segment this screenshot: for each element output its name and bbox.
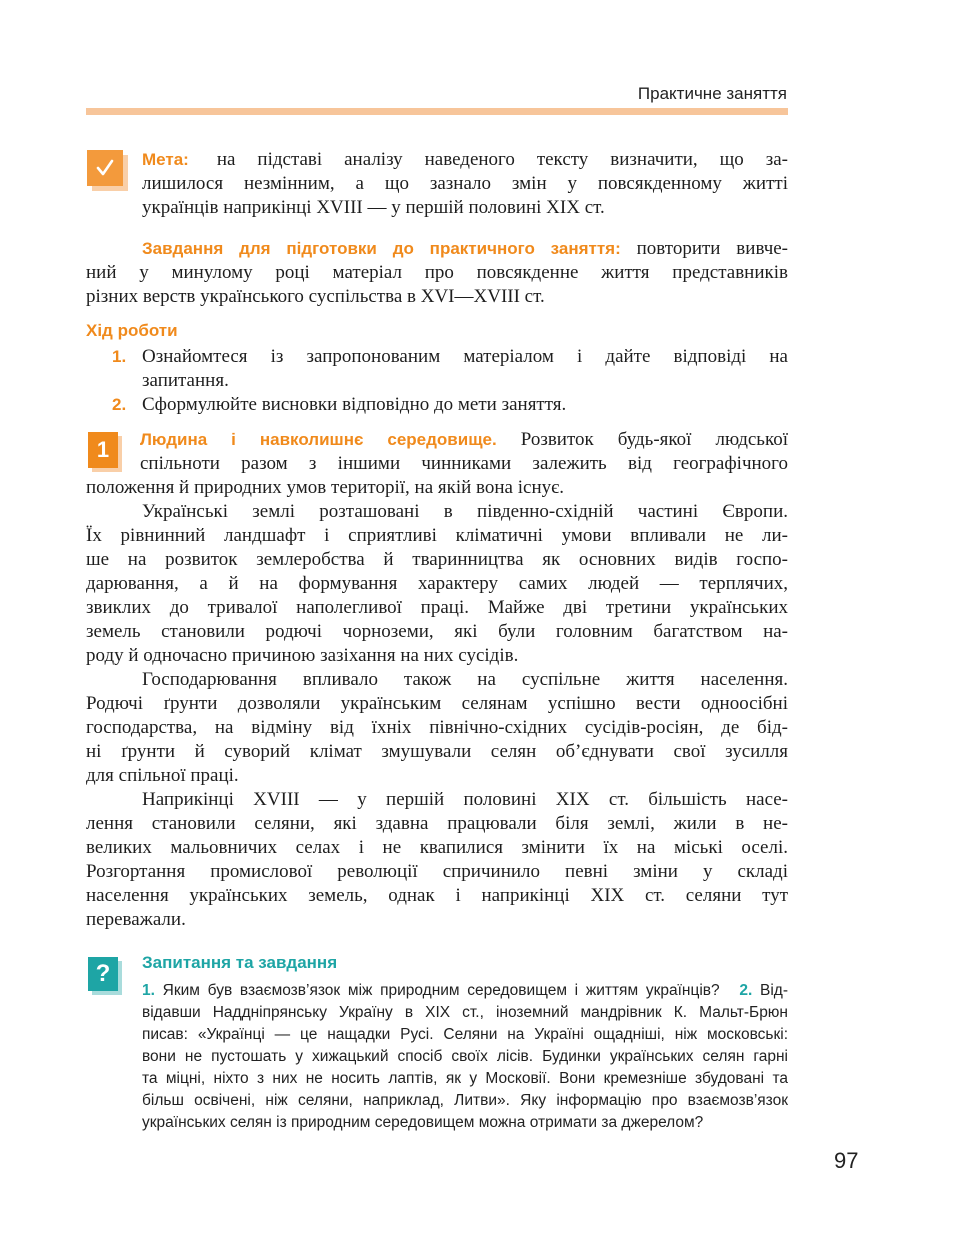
question-line-1: 1. Яким був взаємозв’язок між природним середовищем і життям українців? 2. Від- xyxy=(142,982,789,999)
question-1-number: 1. xyxy=(142,982,155,999)
questions-body: 1. Яким був взаємозв’язок між природним середовищем і життям українців? 2. Від- відавши Наддніпрянську Україну в XIX ст., іноземний мандрівник К. Мальт-Брюн писав: «Українці — це нащадки Русі. Селяни на Україні ощадніші, ніж московські: вони не пустошать у хижацький спосіб своїх лісів. Будинки українських селян гарні та міцні, ніхто з них не носить лаптів, як у Московії. Вони кремезніше збудовані та більш освічені, ніж селяни, наприклад, Литви». Яку інформацію про взаємозв’язок українських селян із природним середовищем можна отримати за джерелом? xyxy=(142,982,789,1131)
prep-label: Завдання для підготовки до практичного заняття: xyxy=(142,239,621,258)
goal-line-3: українців наприкінці XVIII — у першій половині XIX ст. xyxy=(142,197,605,218)
step-number: 2. xyxy=(112,395,127,414)
section1-heading: Людина і навколишнє середовище. xyxy=(140,430,497,449)
prep-line-2: ний у минулому році матеріал про повсякденне життя представників xyxy=(86,262,788,283)
workflow-heading: Хід роботи xyxy=(86,321,178,340)
section1-body: Людина і навколишнє середовище. Розвиток будь-якої людської спільноти разом з іншими чинниками залежить від географічного положення й природних умов території, на якій вона існує. Українські землі розташовані в південно-східній частині Європи. Їх рівнинний ландшафт і сприятливі кліматичні умови впливали не ли- ше на розвиток землеробства й тваринництва як основних видів госпо- дарювання, а й на формування характеру самих людей — терплячих, звиклих до тривалої наполегливої праці. Майже дві третини українських земель становили родючі чорноземи, які були головним багатством на- роду й одночасно причиною зазіхання на них сусідів. Господарювання впливало також на суспільне життя населення. Родючі ґрунти дозволяли українським селянам успішно вести одноосібні господарства, на відміну від їхніх північно-східних сусідів-росіян, де бід- ні ґрунти й суворий клімат змушували селян об’єднувати свої зусилля для спільної праці. Наприкінці XVIII — у першій половині XIX ст. більшість насе- лення становили селяни, які здавна працювали біля землі, жили в не- великих мальовничих селах і не квапилися змінити їх на міські оселі. Розгортання промислової революції спричинило певні зміни у складі населення українських земель, однак і наприкінці XIX ст. селяни тут переважали. xyxy=(86,429,788,930)
goal-line-1: Мета: на підставі аналізу наведеного тексту визначити, що за- xyxy=(142,149,788,170)
question-icon: ? xyxy=(88,957,118,991)
prep-line-1: Завдання для підготовки до практичного заняття: повторити вивче- xyxy=(142,238,789,259)
workflow-step-2: 2. Сформулюйте висновки відповідно до мети заняття. xyxy=(112,394,567,415)
workflow-steps xyxy=(112,345,788,417)
checkmark-icon xyxy=(87,150,123,186)
prep-block xyxy=(86,237,788,309)
step-number: 1. xyxy=(112,347,127,366)
section-number-badge: 1 xyxy=(88,432,118,468)
question-1-text: Яким був взаємозв’язок між природним середовищем і життям українців? xyxy=(162,982,720,999)
goal-block xyxy=(142,148,788,220)
header-rule xyxy=(86,108,788,115)
workflow-step-1: 1. Ознайомтеся із запропонованим матеріалом і дайте відповіді на запитання. xyxy=(112,346,788,391)
section1-p1-line-1: Людина і навколишнє середовище. Розвиток будь-якої людської xyxy=(140,429,788,450)
page-number: 97 xyxy=(834,1148,859,1173)
question-2-number: 2. xyxy=(739,982,753,999)
page-header-title: Практичне заняття xyxy=(637,84,787,103)
goal-label: Мета: xyxy=(142,150,189,169)
prep-line-3: різних верств українського суспільства в XVI—XVIII ст. xyxy=(86,286,545,307)
questions-heading: Запитання та завдання xyxy=(142,953,338,972)
goal-line-2: лишилося незмінним, а що зазнало змін у повсякденному житті xyxy=(142,173,788,194)
